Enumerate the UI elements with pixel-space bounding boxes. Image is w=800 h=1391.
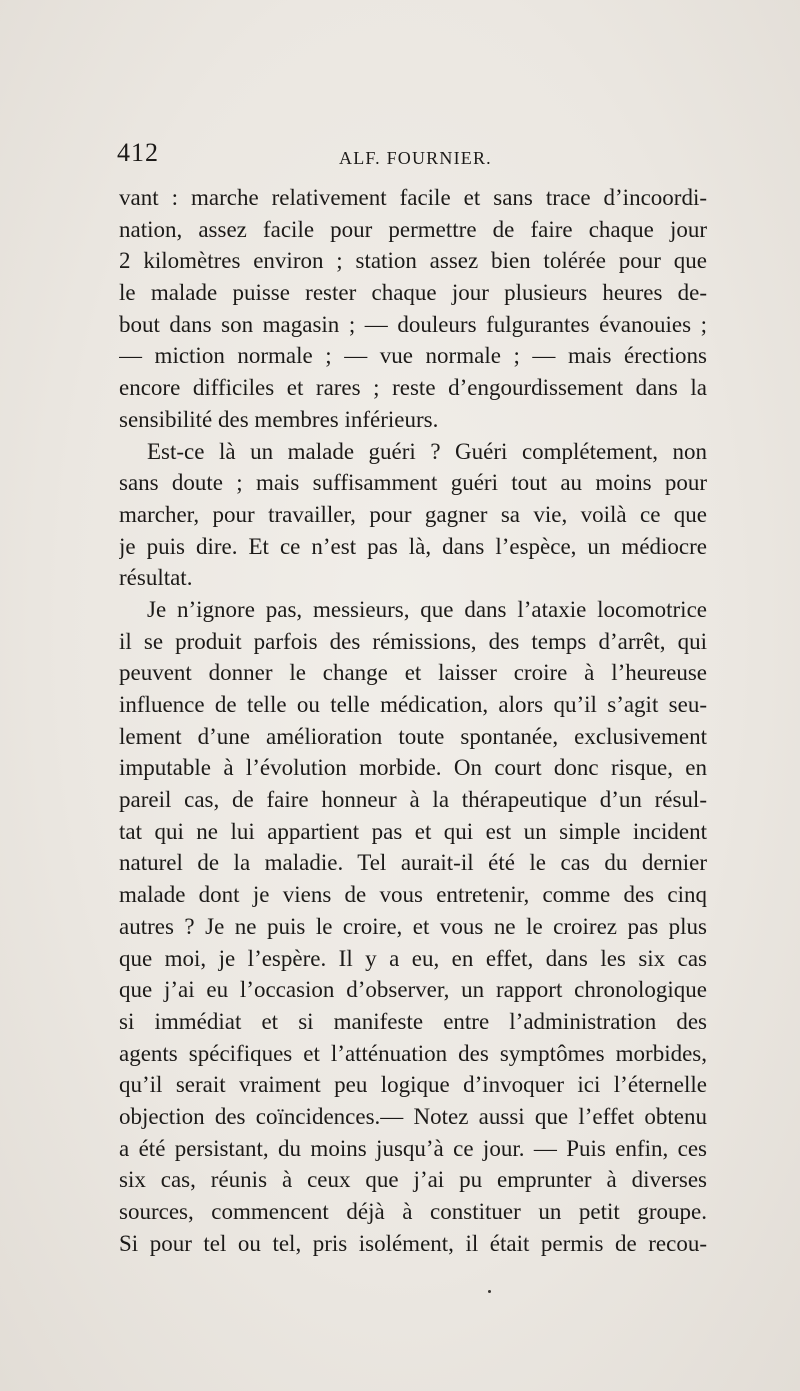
page-header — [117, 138, 707, 174]
text-line: objection des coïncidences.— Notez aussi que l’effet obtenu — [119, 1103, 707, 1129]
text-line: bout dans son magasin ; — douleurs fulgurantes évanouies ; — [119, 311, 707, 337]
text-line: qu’il serait vraiment peu logique d’invoquer ici l’éternelle — [119, 1072, 707, 1098]
text-line: a été persistant, du moins jusqu’à ce jour. — Puis enfin, ces — [119, 1135, 707, 1161]
text-line: nation, assez facile pour permettre de faire chaque jour — [119, 216, 707, 242]
text-line: Est-ce là un malade guéri ? Guéri complétement, non — [147, 438, 707, 464]
text-line: Je n’ignore pas, messieurs, que dans l’ataxie locomotrice — [147, 596, 707, 622]
text-line: lement d’une amélioration toute spontanée, exclusivement — [119, 723, 707, 749]
page-number: 412 — [117, 138, 159, 167]
body-text — [119, 182, 707, 1259]
text-line: marcher, pour travailler, pour gagner sa vie, voilà ce que — [119, 501, 707, 527]
text-line: Si pour tel ou tel, pris isolément, il était permis de recou- — [119, 1230, 707, 1256]
text-line: encore difficiles et rares ; reste d’engourdissement dans la — [119, 375, 707, 401]
text-line: que j’ai eu l’occasion d’observer, un rapport chronologique — [119, 977, 707, 1003]
text-line: autres ? Je ne puis le croire, et vous ne le croirez pas plus — [119, 913, 707, 939]
text-line: sans doute ; mais suffisamment guéri tout au moins pour — [119, 470, 707, 496]
text-line: peuvent donner le change et laisser croire à l’heureuse — [119, 660, 707, 686]
text-line: résultat. — [119, 565, 193, 591]
text-line: malade dont je viens de vous entretenir, comme des cinq — [119, 882, 707, 908]
text-line: vant : marche relativement facile et sans trace d’incoordi- — [119, 185, 707, 210]
text-line: influence de telle ou telle médication, alors qu’il s’agit seu- — [119, 692, 707, 717]
text-line: le malade puisse rester chaque jour plusieurs heures de- — [119, 280, 707, 306]
running-head: ALF. FOURNIER. — [339, 148, 492, 168]
ink-speck — [488, 1290, 491, 1293]
text-line: six cas, réunis à ceux que j’ai pu emprunter à diverses — [119, 1167, 707, 1193]
text-line: tat qui ne lui appartient pas et qui est un simple incident — [119, 818, 707, 844]
text-line: pareil cas, de faire honneur à la thérapeutique d’un résul- — [119, 787, 707, 813]
text-line: 2 kilomètres environ ; station assez bien tolérée pour que — [119, 248, 707, 274]
text-line: agents spécifiques et l’atténuation des symptômes morbides, — [119, 1040, 707, 1066]
text-line: sensibilité des membres inférieurs. — [119, 406, 439, 432]
text-line: — miction normale ; — vue normale ; — mais érections — [119, 343, 707, 369]
text-line: naturel de la maladie. Tel aurait-il été le cas du dernier — [119, 850, 707, 876]
text-line: si immédiat et si manifeste entre l’administration des — [119, 1008, 707, 1034]
text-line: je puis dire. Et ce n’est pas là, dans l’espèce, un médiocre — [119, 533, 707, 559]
text-line: il se produit parfois des rémissions, des temps d’arrêt, qui — [119, 628, 707, 654]
text-line: sources, commencent déjà à constituer un petit groupe. — [119, 1199, 707, 1224]
text-line: imputable à l’évolution morbide. On court donc risque, en — [119, 755, 707, 781]
text-line: que moi, je l’espère. Il y a eu, en effet, dans les six cas — [119, 945, 707, 971]
